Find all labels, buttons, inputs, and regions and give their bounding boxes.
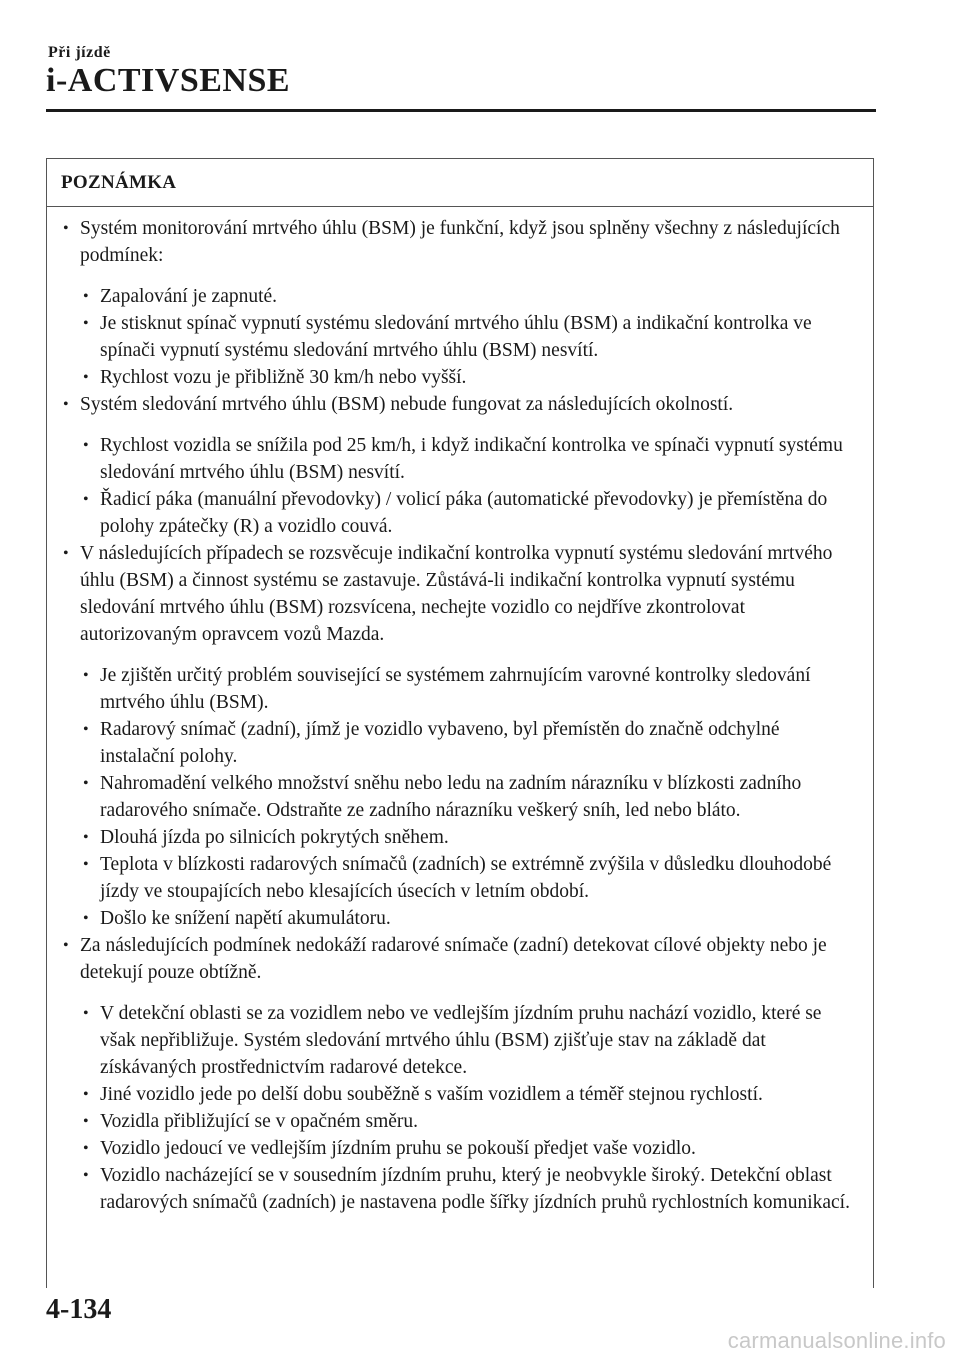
bullet-icon: • (83, 829, 89, 846)
note-sub-list-item (61, 824, 859, 851)
bullet-icon: • (83, 369, 89, 386)
note-item-text: Vozidlo nacházející se v sousedním jízdním pruhu, který je neobvykle široký. Detekční oblast radarových snímačů (zadních) je nastavena podle šířky jízdních pruhů rychlostních komunikací. (100, 1165, 850, 1213)
note-item-text: Vozidlo jedoucí ve vedlejším jízdním pruhu se pokouší předjet vaše vozidlo. (100, 1138, 696, 1159)
note-sub-list-item (61, 851, 859, 905)
note-sub-list-item (61, 770, 859, 824)
note-sub-list-item (61, 1000, 859, 1081)
note-sub-list-item (61, 364, 859, 391)
bullet-icon: • (83, 1113, 89, 1130)
note-item-text: Rychlost vozu je přibližně 30 km/h nebo vyšší. (100, 367, 467, 388)
note-sub-list-item (61, 716, 859, 770)
bullet-icon: • (83, 910, 89, 927)
bullet-icon: • (83, 667, 89, 684)
page-title: i-ACTIVSENSE (46, 62, 291, 99)
bullet-icon: • (83, 288, 89, 305)
note-sub-list-item (61, 432, 859, 486)
bullet-icon: • (83, 721, 89, 738)
bullet-icon: • (83, 315, 89, 332)
bullet-icon: • (83, 1167, 89, 1184)
note-item-text: Systém monitorování mrtvého úhlu (BSM) je funkční, když jsou splněny všechny z následujících podmínek: (80, 218, 840, 266)
note-item-text: Je zjištěn určitý problém související se systémem zahrnujícím varovné kontrolky sledování mrtvého úhlu (BSM). (100, 665, 811, 713)
note-body (47, 207, 873, 1216)
bullet-icon: • (63, 937, 69, 954)
note-item-text: Systém sledování mrtvého úhlu (BSM) nebude fungovat za následujících okolností. (80, 394, 734, 415)
title-rule (46, 109, 876, 112)
note-item-text: Nahromadění velkého množství sněhu nebo ledu na zadním nárazníku v blízkosti zadního radarového snímače. Odstraňte ze zadního nárazníku veškerý sníh, led nebo bláto. (100, 773, 802, 821)
page-number: 4-134 (46, 1294, 112, 1325)
bullet-icon: • (83, 856, 89, 873)
note-list-item (61, 540, 859, 648)
note-sub-list-item (61, 1135, 859, 1162)
note-item-text: Je stisknut spínač vypnutí systému sledování mrtvého úhlu (BSM) a indikační kontrolka ve spínači vypnutí systému sledování mrtvého úhlu (BSM) nesvítí. (100, 313, 812, 361)
section-label: Při jízdě (48, 44, 111, 61)
note-sub-list-item (61, 905, 859, 932)
bullet-icon: • (63, 220, 69, 237)
note-item-text: Došlo ke snížení napětí akumulátoru. (100, 908, 391, 929)
note-sub-list-item (61, 283, 859, 310)
bullet-icon: • (83, 491, 89, 508)
note-item-text: Vozidla přibližující se v opačném směru. (100, 1111, 419, 1132)
list-gap (61, 986, 859, 1000)
bullet-icon: • (63, 396, 69, 413)
watermark: carmanualsonline.info (727, 1328, 946, 1353)
note-list-item (61, 932, 859, 986)
note-item-text: Zapalování je zapnuté. (100, 286, 278, 307)
note-list-item (61, 215, 859, 269)
list-gap (61, 269, 859, 283)
list-gap (61, 648, 859, 662)
note-item-text: Teplota v blízkosti radarových snímačů (zadních) se extrémně zvýšila v důsledku dlouhodobé jízdy ve stoupajících nebo klesajících úsecích v letním období. (100, 854, 832, 902)
note-item-text: Radarový snímač (zadní), jímž je vozidlo vybaveno, byl přemístěn do značně odchylné instalační polohy. (100, 719, 780, 767)
bullet-icon: • (83, 775, 89, 792)
note-box (46, 158, 874, 1288)
bullet-icon: • (83, 1140, 89, 1157)
note-item-text: Za následujících podmínek nedokáží radarové snímače (zadní) detekovat cílové objekty nebo je detekují pouze obtížně. (80, 935, 827, 983)
note-sub-list-item (61, 662, 859, 716)
note-item-text: V následujících případech se rozsvěcuje indikační kontrolka vypnutí systému sledování mrtvého úhlu (BSM) a činnost systému se zastavuje. Zůstává-li indikační kontrolka vypnutí systému sledování mrtvého úhlu (BSM) rozsvícena, nechejte vozidlo co nejdříve zkontrolovat autorizovaným opravcem vozů Mazda. (80, 543, 833, 645)
note-item-text: Dlouhá jízda po silnicích pokrytých sněhem. (100, 827, 449, 848)
note-list-item (61, 391, 859, 418)
note-sub-list-item (61, 486, 859, 540)
note-sub-list-item (61, 310, 859, 364)
bullet-icon: • (83, 437, 89, 454)
note-item-text: V detekční oblasti se za vozidlem nebo ve vedlejším jízdním pruhu nachází vozidlo, které se však nepřibližuje. Systém sledování mrtvého úhlu (BSM) zjišťuje stav na základě dat získávaných prostřednictvím radarové detekce. (100, 1003, 822, 1078)
note-sub-list-item (61, 1081, 859, 1108)
note-heading: POZNÁMKA (47, 159, 873, 207)
bullet-icon: • (63, 545, 69, 562)
bullet-icon: • (83, 1005, 89, 1022)
note-item-text: Rychlost vozidla se snížila pod 25 km/h, i když indikační kontrolka ve spínači vypnutí systému sledování mrtvého úhlu (BSM) nesvítí. (100, 435, 843, 483)
note-item-text: Jiné vozidlo jede po delší dobu souběžně s vaším vozidlem a téměř stejnou rychlostí. (100, 1084, 763, 1105)
bullet-icon: • (83, 1086, 89, 1103)
note-sub-list-item (61, 1108, 859, 1135)
note-item-text: Řadicí páka (manuální převodovky) / volicí páka (automatické převodovky) je přemístěna do polohy zpátečky (R) a vozidlo couvá. (100, 489, 828, 537)
note-sub-list-item (61, 1162, 859, 1216)
list-gap (61, 418, 859, 432)
